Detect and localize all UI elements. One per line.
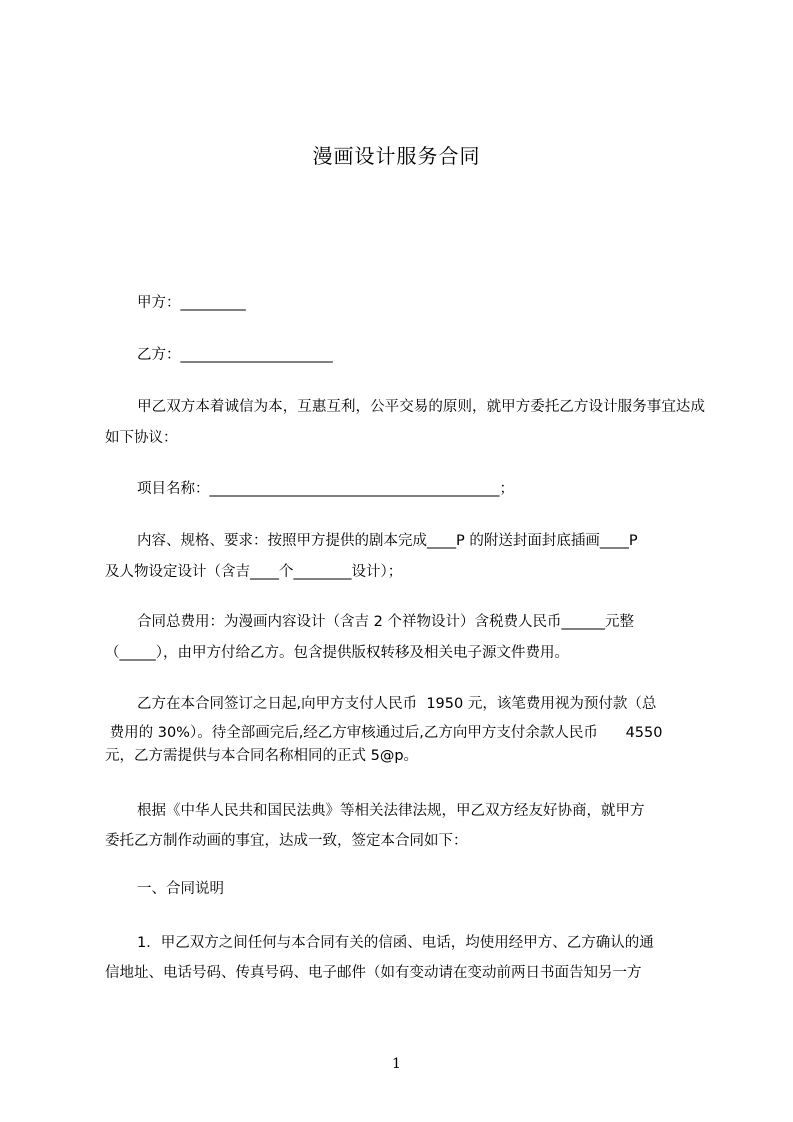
intro-paragraph xyxy=(105,392,705,454)
content-line-2: 及人物设定设计（含吉____个________设计）； xyxy=(105,564,403,580)
payment-line-1: 乙方在本合同签订之日起,向甲方支付人民币 1950 元，该笔费用视为预付款（总 xyxy=(137,696,657,712)
payment-line-2: 费用的 30%）。待全部画完后,经乙方审核通过后,乙方向甲方支付余款人民币 4550 xyxy=(105,725,663,741)
contract-title: 漫画设计服务合同 xyxy=(312,144,481,168)
page-number: 1 xyxy=(392,1056,401,1072)
section-1-heading: 一、合同说明 xyxy=(137,881,224,897)
content-line-1: 内容、规格、要求：按照甲方提供的剧本完成____P 的附送封面封底插画____P xyxy=(137,533,638,549)
legal-basis-line-1: 根据《中华人民共和国民法典》等相关法律法规，甲乙双方经友好协商，就甲方 xyxy=(137,803,645,819)
intro-text: 甲乙双方本着诚信为本，互惠互利，公平交易的原则，就甲方委托乙方设计服务事宜达成如下协议： xyxy=(105,399,705,446)
party-b-line: 乙方：_____________________ xyxy=(137,347,333,363)
clause-1-line-1: 1．甲乙双方之间任何与本合同有关的信函、电话，均使用经甲方、乙方确认的通 xyxy=(137,935,654,951)
clause-1-line-2: 信地址、电话号码、传真号码、电子邮件（如有变动请在变动前两日书面告知另一方 xyxy=(105,965,642,981)
project-name-line: 项目名称：________________________________________； xyxy=(137,481,514,497)
total-fee-line-2: （_____），由甲方付给乙方。包含提供版权转移及相关电子源文件费用。 xyxy=(105,645,569,661)
legal-basis-line-2: 委托乙方制作动画的事宜，达成一致，签定本合同如下： xyxy=(105,833,468,849)
total-fee-line-1: 合同总费用：为漫画内容设计（含吉 2 个祥物设计）含税费人民币______元整 xyxy=(137,614,634,630)
payment-line-3: 元，乙方需提供与本合同名称相同的正式 5@p。 xyxy=(105,748,419,764)
party-a-line: 甲方：_________ xyxy=(137,295,246,311)
